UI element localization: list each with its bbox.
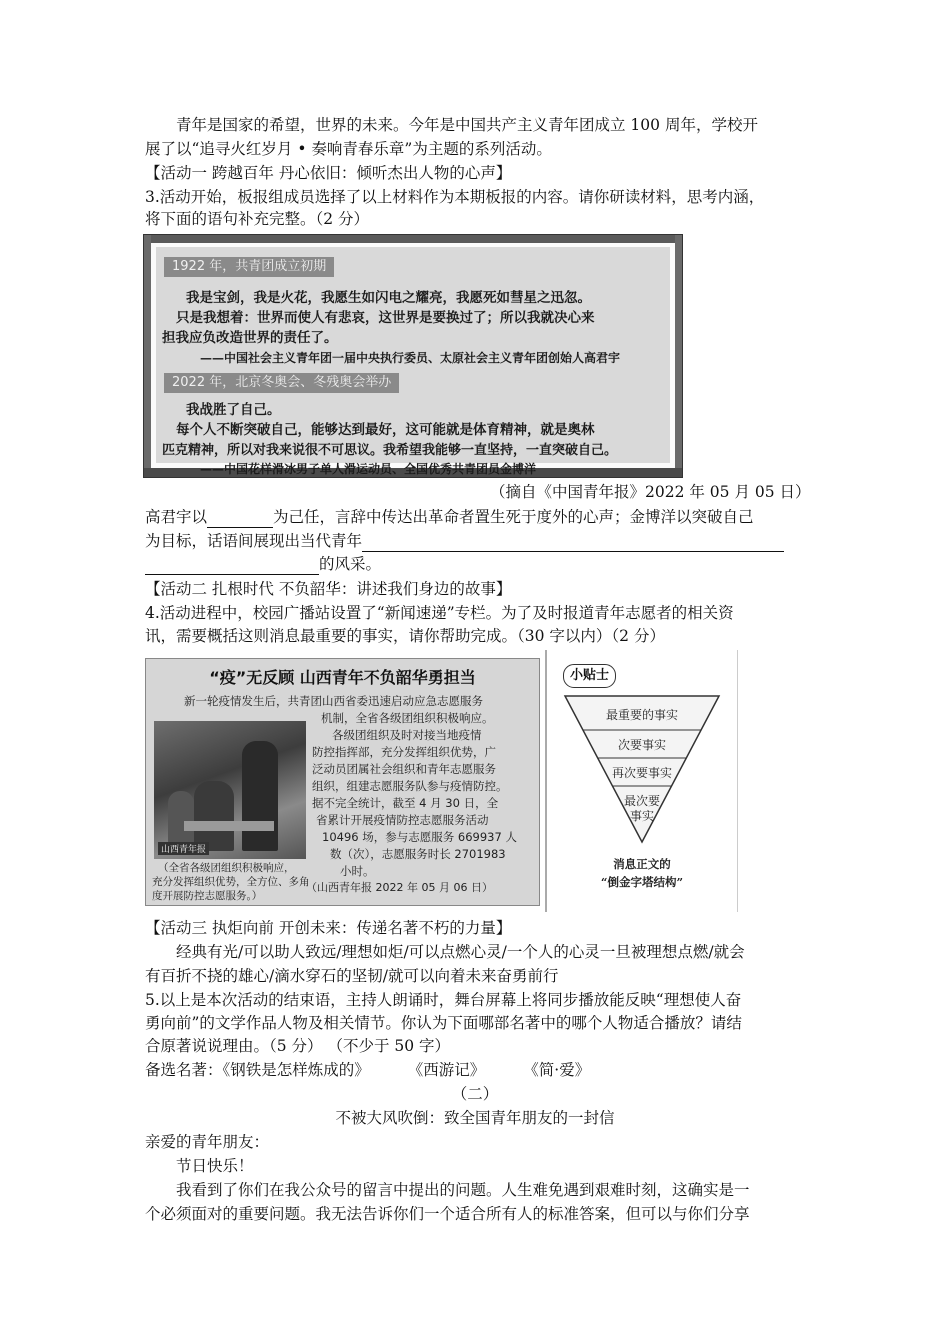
news-clipping-image bbox=[145, 658, 540, 906]
tip-panel bbox=[545, 650, 738, 912]
fill-line-2: 为目标，话语间展现出当代青年 bbox=[145, 530, 784, 552]
question3-line-2: 将下面的语句补充完整。（2 分） bbox=[145, 210, 370, 228]
board-quote-2-line-2: 每个人不断突破自己，能够达到最好，这可能就是体育精神，就是奥林 bbox=[176, 422, 595, 438]
question3-line-1: 3.活动开始，板报组成员选择了以上材料作为本期板报的内容。请你研读材料，思考内涵， bbox=[145, 188, 765, 206]
poem-line-2: 有百折不挠的雄心/滴水穿石的坚韧/就可以向着未来奋勇前行 bbox=[145, 967, 559, 985]
fill-line-1: 高君宇以 为己任，言辞中传达出革命者置生死于度外的心声；金博洋以突破自己 bbox=[145, 508, 754, 526]
pyramid-level-1: 最重要的事实 bbox=[605, 708, 678, 722]
pyramid-level-4a: 最次要 bbox=[623, 794, 660, 808]
activity1-heading: 【活动一 跨越百年 丹心依旧：倾听杰出人物的心声】 bbox=[145, 164, 512, 182]
blank-2-continued[interactable] bbox=[145, 558, 319, 575]
question4-line-2: 讯，需要概括这则消息最重要的事实，请你帮助完成。（30 字以内）（2 分） bbox=[145, 627, 665, 645]
letter-greeting: 亲爱的青年朋友： bbox=[145, 1133, 270, 1151]
activity2-heading: 【活动二 扎根时代 不负韶华：讲述我们身边的故事】 bbox=[145, 580, 512, 598]
news-line-5: 泛动员团属社会组织和青年志愿服务 bbox=[312, 762, 496, 776]
intro-line-2: 展了以“追寻火红岁月 • 奏响青春乐章”为主题的系列活动。 bbox=[145, 140, 552, 158]
photo-caption-2: 充分发挥组织优势，全方位、多角 bbox=[152, 876, 310, 888]
pyramid-level-2: 次要事实 bbox=[617, 738, 666, 752]
question5-line-2: 勇向前”的文学作品人物及相关情节。你认为下面哪部名著中的哪个人物适合播放？请结 bbox=[145, 1014, 742, 1032]
news-line-1: 新一轮疫情发生后，共青团山西省委迅速启动应急志愿服务 bbox=[184, 694, 483, 708]
blackboard-image bbox=[143, 234, 683, 478]
question4-line-1: 4.活动进程中，校园广播站设置了“新闻速递”专栏。为了及时报道青年志愿者的相关资 bbox=[145, 604, 734, 622]
letter-title: 不被大风吹倒：致全国青年朋友的一封信 bbox=[335, 1109, 615, 1127]
intro-line-1: 青年是国家的希望，世界的未来。今年是中国共产主义青年团成立 100 周年，学校开 bbox=[176, 116, 758, 134]
tip-footer-1: 消息正文的 bbox=[613, 857, 671, 871]
news-title: “疫”无反顾 山西青年不负韶华勇担当 bbox=[209, 668, 476, 687]
news-line-9: 10496 场，参与志愿服务 669937 人 bbox=[322, 830, 517, 844]
news-line-2: 机制，全省各级团组织积极响应。 bbox=[321, 711, 494, 725]
tip-heading: 小贴士 bbox=[563, 664, 616, 688]
board-quote-1-line-1: 我是宝剑，我是火花，我愿生如闪电之耀亮，我愿死如彗星之迅忽。 bbox=[186, 290, 591, 306]
pyramid-level-4b: 事实 bbox=[629, 809, 654, 823]
photo-caption-1: （全省各级团组织积极响应， bbox=[158, 862, 295, 874]
board-signature-1: ——中国社会主义青年团一届中央执行委员、太原社会主义青年团创始人高君宇 bbox=[200, 351, 621, 365]
activity3-heading: 【活动三 执炬向前 开创未来：传递名著不朽的力量】 bbox=[145, 919, 512, 937]
book-options bbox=[145, 1059, 590, 1081]
letter-holiday: 节日快乐！ bbox=[176, 1157, 254, 1175]
board-quote-1-line-3: 担我应负改造世界的责任了。 bbox=[162, 330, 338, 346]
news-line-11: 小时。 bbox=[340, 864, 375, 878]
pyramid-level-3: 再次要事实 bbox=[611, 766, 672, 780]
news-line-7: 据不完全统计，截至 4 月 30 日，全 bbox=[312, 796, 499, 810]
question5-line-1: 5.以上是本次活动的结束语，主持人朗诵时，舞台屏幕上将同步播放能反映“理想使人奋 bbox=[145, 991, 742, 1009]
book-option-3: 《简·爱》 bbox=[523, 1061, 591, 1079]
fill-line-3: 的风采。 bbox=[145, 553, 381, 575]
board-signature-2: ——中国花样滑冰男子单人滑运动员、全国优秀共青团员金博洋 bbox=[200, 462, 537, 476]
books-label: 备选名著： bbox=[145, 1061, 223, 1079]
board-quote-2-line-1: 我战胜了自己。 bbox=[186, 402, 281, 418]
blackboard-content bbox=[156, 247, 670, 476]
letter-body-line-1: 我看到了你们在我公众号的留言中提出的问题。人生难免遇到艰难时刻，这确实是一 bbox=[176, 1181, 750, 1199]
question5-line-3: 合原著说说理由。（5 分） （不少于 50 字） bbox=[145, 1037, 451, 1055]
poem-line-1: 经典有光/可以助人致远/理想如炬/可以点燃心灵/一个人的心灵一旦被理想点燃/就会 bbox=[176, 943, 745, 961]
part-two-number: （二） bbox=[451, 1085, 499, 1103]
news-source: （山西青年报 2022 年 05 月 06 日） bbox=[306, 881, 493, 894]
tip-footer-2: “倒金字塔结构” bbox=[600, 875, 684, 889]
board-tag-2022: 2022 年，北京冬奥会、冬残奥会举办 bbox=[164, 373, 399, 393]
board-quote-1-line-2: 只是我想着：世界而使人有悲哀，这世界是要换过了；所以我就决心来 bbox=[176, 310, 595, 326]
blank-2[interactable] bbox=[362, 535, 784, 552]
photo-caption-3: 度开展防控志愿服务。） bbox=[152, 890, 263, 902]
news-line-3: 各级团组织及时对接当地疫情 bbox=[332, 728, 482, 742]
blank-1[interactable] bbox=[207, 511, 273, 528]
volunteer-photo bbox=[154, 721, 306, 859]
letter-body-line-2: 个必须面对的重要问题。我无法告诉你们一个适合所有人的标准答案，但可以与你们分享 bbox=[145, 1205, 750, 1223]
book-option-2: 《西游记》 bbox=[407, 1061, 486, 1079]
news-line-6: 组织，组建志愿服务队参与疫情防控。 bbox=[312, 779, 508, 793]
book-option-1: 《钢铁是怎样炼成的》 bbox=[222, 1061, 370, 1079]
source-citation: （摘自《中国青年报》2022 年 05 月 05 日） bbox=[490, 483, 811, 501]
photo-watermark: 山西青年报 bbox=[158, 842, 209, 855]
board-tag-1922: 1922 年，共青团成立初期 bbox=[164, 257, 334, 277]
news-line-8: 省累计开展疫情防控志愿服务活动 bbox=[316, 813, 489, 827]
board-quote-2-line-3: 匹克精神，所以对我来说很不可思议。我希望我能够一直坚持，一直突破自己。 bbox=[162, 443, 618, 458]
news-line-4: 防控指挥部，充分发挥组织优势，广 bbox=[312, 745, 496, 759]
news-line-10: 数（次），志愿服务时长 2701983 bbox=[330, 847, 506, 861]
